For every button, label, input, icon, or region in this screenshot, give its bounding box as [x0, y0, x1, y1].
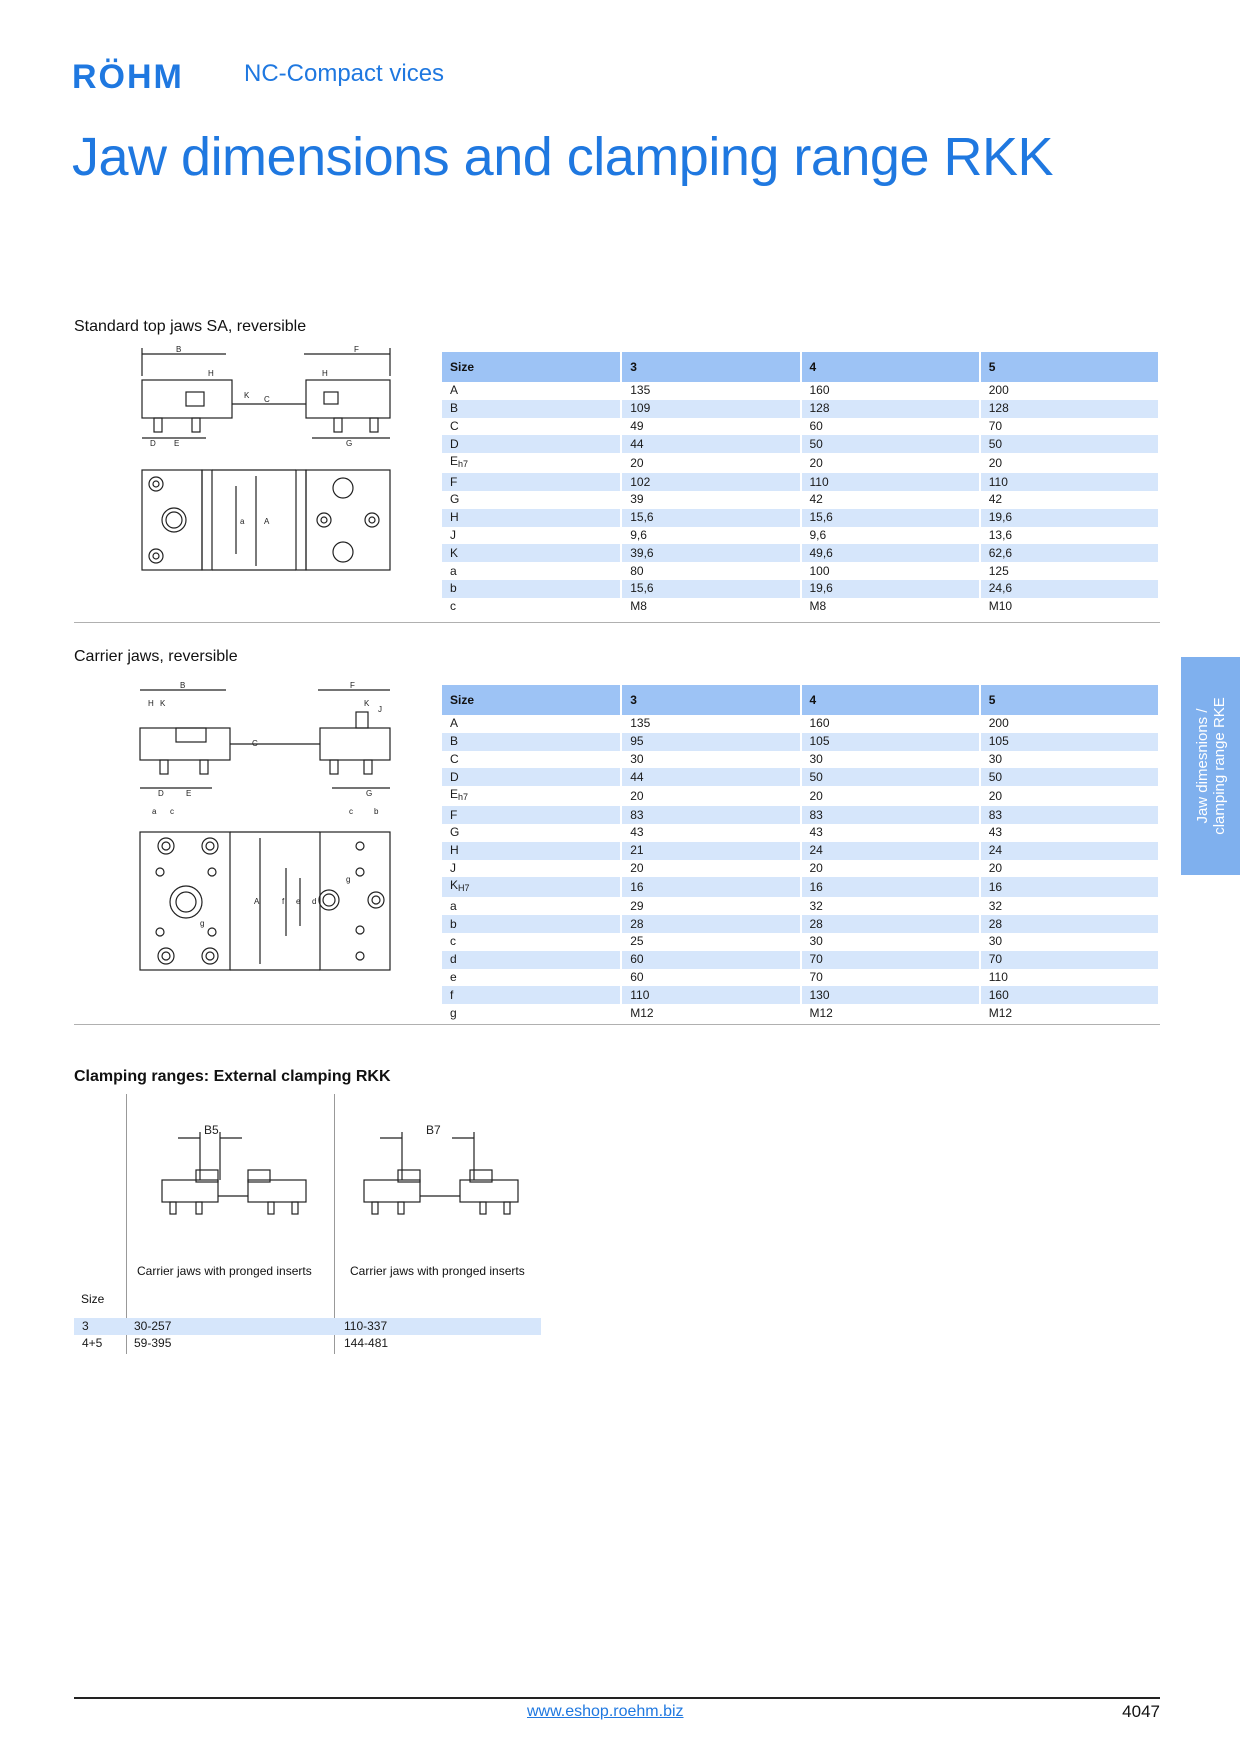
- eshop-link[interactable]: www.eshop.roehm.biz: [527, 1703, 684, 1720]
- side-tab-label: Jaw dimesnions / clamping range RKE: [1193, 697, 1228, 835]
- svg-text:e: e: [296, 897, 301, 906]
- table-cell: 49,6: [801, 544, 980, 562]
- table-cell: 16: [980, 877, 1159, 897]
- row-label: e: [442, 969, 621, 987]
- section-heading-carrier-jaws: Carrier jaws, reversible: [74, 648, 238, 665]
- table-row: [442, 715, 1159, 733]
- table-cell: 13,6: [980, 527, 1159, 545]
- b5-clamping-drawing: [156, 1124, 326, 1224]
- table-row: [442, 1004, 1159, 1022]
- column-divider: [334, 1094, 335, 1354]
- row-label: F: [442, 806, 621, 824]
- table-cell: 20: [980, 453, 1159, 473]
- table-cell: 105: [980, 733, 1159, 751]
- table-row: [442, 435, 1159, 453]
- svg-text:K: K: [364, 699, 370, 708]
- table-cell: M8: [621, 598, 800, 616]
- table-cell: 128: [801, 400, 980, 418]
- svg-text:a: a: [152, 807, 157, 816]
- row-label: c: [442, 598, 621, 616]
- table-cell: 70: [801, 951, 980, 969]
- table-cell: 42: [980, 491, 1159, 509]
- table-cell: 60: [621, 951, 800, 969]
- svg-text:B: B: [176, 346, 182, 354]
- row-label: f: [442, 986, 621, 1004]
- b7-clamping-drawing: [358, 1124, 538, 1224]
- table-cell: M8: [801, 598, 980, 616]
- row-label: A: [442, 715, 621, 733]
- clamping-range-block: [74, 1094, 544, 1354]
- table-cell: 109: [621, 400, 800, 418]
- page-number: 4047: [1122, 1702, 1160, 1721]
- table-cell: 19,6: [980, 509, 1159, 527]
- table-cell: 20: [621, 786, 800, 806]
- row-label: H: [442, 509, 621, 527]
- table-cell: 160: [801, 715, 980, 733]
- row-label: $E_{h7}$: [442, 453, 621, 473]
- table-cell: 30: [801, 933, 980, 951]
- table-cell: 43: [621, 824, 800, 842]
- table-cell: 130: [801, 986, 980, 1004]
- svg-text:b: b: [374, 807, 379, 816]
- table-row: [442, 951, 1159, 969]
- catalog-subtitle: NC-Compact vices: [244, 60, 445, 87]
- table-row: [442, 473, 1159, 491]
- table-cell: 110: [801, 473, 980, 491]
- table-row: [442, 544, 1159, 562]
- table-cell: 49: [621, 418, 800, 436]
- table-cell: 110: [980, 473, 1159, 491]
- table-row: [442, 453, 1159, 473]
- table-row: [442, 842, 1159, 860]
- svg-text:F: F: [354, 346, 359, 354]
- svg-text:f: f: [282, 897, 285, 906]
- table-header-row: [442, 352, 1159, 382]
- table-cell: 20: [801, 860, 980, 878]
- svg-text:F: F: [350, 682, 355, 690]
- table-cell: 70: [980, 951, 1159, 969]
- svg-text:A: A: [264, 517, 270, 526]
- table-cell: 20: [621, 453, 800, 473]
- table-cell: M12: [621, 1004, 800, 1022]
- table-cell: 30: [980, 933, 1159, 951]
- row-label: B: [442, 400, 621, 418]
- table-row: [442, 751, 1159, 769]
- svg-text:g: g: [346, 875, 351, 884]
- row-label: A: [442, 382, 621, 400]
- header-cell: 3: [621, 352, 800, 382]
- header-cell: 5: [980, 685, 1159, 715]
- table-cell: 200: [980, 382, 1159, 400]
- table-row: [442, 824, 1159, 842]
- table-row: [442, 877, 1159, 897]
- row-label: D: [442, 768, 621, 786]
- table-cell: 42: [801, 491, 980, 509]
- table-cell: 19,6: [801, 580, 980, 598]
- row-label: a: [442, 897, 621, 915]
- row-label: J: [442, 527, 621, 545]
- carrier-jaws-drawing: [136, 682, 396, 974]
- standard-jaws-drawing: [136, 346, 396, 574]
- table-cell: 70: [980, 418, 1159, 436]
- table-row: [442, 986, 1159, 1004]
- row-label: D: [442, 435, 621, 453]
- section-divider: [74, 1024, 1160, 1025]
- table-cell: 28: [801, 915, 980, 933]
- table-row: [442, 580, 1159, 598]
- table-cell: 9,6: [801, 527, 980, 545]
- row-label: $E_{h7}$: [442, 786, 621, 806]
- table-cell: 100: [801, 562, 980, 580]
- standard-jaws-table: [442, 352, 1160, 616]
- table-cell: 160: [801, 382, 980, 400]
- column-divider: [126, 1094, 127, 1354]
- table-row: [442, 418, 1159, 436]
- row-label: C: [442, 418, 621, 436]
- header-cell: 4: [801, 685, 980, 715]
- table-cell: 32: [801, 897, 980, 915]
- chapter-side-tab[interactable]: [1181, 657, 1240, 875]
- svg-text:C: C: [264, 395, 270, 404]
- table-row: 4+5 59-395 144-481: [82, 1336, 389, 1350]
- row-label: F: [442, 473, 621, 491]
- svg-text:H: H: [322, 369, 328, 378]
- table-cell: 15,6: [621, 580, 800, 598]
- table-cell: 21: [621, 842, 800, 860]
- svg-text:c: c: [349, 807, 353, 816]
- section-heading-clamping-ranges: Clamping ranges: External clamping RKK: [74, 1068, 391, 1085]
- row-label: c: [442, 933, 621, 951]
- carrier-jaws-table: [442, 685, 1160, 1022]
- table-cell: 70: [801, 969, 980, 987]
- svg-text:B: B: [180, 682, 186, 690]
- size-label: Size: [81, 1292, 105, 1306]
- svg-text:G: G: [346, 439, 353, 448]
- table-row: [442, 860, 1159, 878]
- table-cell: 43: [980, 824, 1159, 842]
- table-cell: 83: [801, 806, 980, 824]
- svg-text:d: d: [312, 897, 317, 906]
- svg-text:C: C: [252, 739, 258, 748]
- table-cell: 80: [621, 562, 800, 580]
- table-cell: 105: [801, 733, 980, 751]
- table-cell: M12: [801, 1004, 980, 1022]
- table-cell: 15,6: [621, 509, 800, 527]
- logo-text: RÖHM: [72, 58, 184, 94]
- table-row: [442, 969, 1159, 987]
- roehm-logo: [72, 58, 212, 94]
- svg-text:a: a: [240, 517, 245, 526]
- table-cell: 44: [621, 435, 800, 453]
- row-label: b: [442, 915, 621, 933]
- table-cell: 102: [621, 473, 800, 491]
- b5-caption: Carrier jaws with pronged inserts: [137, 1264, 312, 1278]
- table-cell: 200: [980, 715, 1159, 733]
- table-header-row: [442, 685, 1159, 715]
- table-row: [442, 509, 1159, 527]
- row-label: G: [442, 824, 621, 842]
- svg-text:H: H: [148, 699, 154, 708]
- b7-label: B7: [426, 1124, 441, 1137]
- b5-label: B5: [204, 1124, 219, 1137]
- table-row: [442, 527, 1159, 545]
- svg-text:K: K: [160, 699, 166, 708]
- table-cell: 50: [801, 435, 980, 453]
- table-cell: 43: [801, 824, 980, 842]
- table-cell: 135: [621, 715, 800, 733]
- table-cell: 30: [621, 751, 800, 769]
- table-row: [442, 806, 1159, 824]
- svg-text:c: c: [170, 807, 174, 816]
- table-row: [442, 491, 1159, 509]
- table-cell: 60: [621, 969, 800, 987]
- table-cell: 62,6: [980, 544, 1159, 562]
- table-row: [442, 562, 1159, 580]
- table-row: [442, 768, 1159, 786]
- table-cell: 125: [980, 562, 1159, 580]
- table-row: [442, 382, 1159, 400]
- table-row: 3 30-257 110-337: [74, 1318, 541, 1335]
- table-cell: 20: [980, 786, 1159, 806]
- footer-divider: [74, 1697, 1160, 1699]
- svg-text:D: D: [150, 439, 156, 448]
- svg-text:K: K: [244, 391, 250, 400]
- row-label: J: [442, 860, 621, 878]
- table-cell: 128: [980, 400, 1159, 418]
- table-cell: 20: [980, 860, 1159, 878]
- svg-text:J: J: [378, 705, 382, 714]
- table-cell: 83: [621, 806, 800, 824]
- table-cell: 20: [801, 453, 980, 473]
- svg-text:A: A: [254, 897, 260, 906]
- row-label: K: [442, 544, 621, 562]
- page-title: Jaw dimensions and clamping range RKK: [72, 127, 1054, 187]
- table-cell: M10: [980, 598, 1159, 616]
- table-cell: 15,6: [801, 509, 980, 527]
- table-row: [442, 786, 1159, 806]
- table-cell: 28: [980, 915, 1159, 933]
- table-cell: 39: [621, 491, 800, 509]
- row-label: a: [442, 562, 621, 580]
- table-cell: 32: [980, 897, 1159, 915]
- table-cell: M12: [980, 1004, 1159, 1022]
- header-cell: 5: [980, 352, 1159, 382]
- header-cell: 3: [621, 685, 800, 715]
- table-cell: 29: [621, 897, 800, 915]
- svg-text:G: G: [366, 789, 373, 798]
- table-row: [442, 733, 1159, 751]
- table-cell: 20: [621, 860, 800, 878]
- table-cell: 28: [621, 915, 800, 933]
- table-row: [442, 897, 1159, 915]
- table-cell: 83: [980, 806, 1159, 824]
- section-divider: [74, 622, 1160, 623]
- row-label: b: [442, 580, 621, 598]
- row-label: g: [442, 1004, 621, 1022]
- table-cell: 50: [980, 435, 1159, 453]
- table-cell: 24,6: [980, 580, 1159, 598]
- table-row: [442, 400, 1159, 418]
- table-row: [442, 598, 1159, 616]
- table-cell: 24: [980, 842, 1159, 860]
- header-cell: 4: [801, 352, 980, 382]
- svg-text:E: E: [174, 439, 180, 448]
- table-cell: 39,6: [621, 544, 800, 562]
- row-label: $K_{H7}$: [442, 877, 621, 897]
- table-cell: 50: [801, 768, 980, 786]
- table-cell: 110: [980, 969, 1159, 987]
- table-row: [442, 915, 1159, 933]
- svg-text:g: g: [200, 919, 205, 928]
- table-cell: 110: [621, 986, 800, 1004]
- svg-text:D: D: [158, 789, 164, 798]
- table-cell: 30: [980, 751, 1159, 769]
- table-cell: 160: [980, 986, 1159, 1004]
- table-cell: 16: [621, 877, 800, 897]
- table-cell: 44: [621, 768, 800, 786]
- header-cell: Size: [442, 685, 621, 715]
- table-cell: 20: [801, 786, 980, 806]
- table-cell: 16: [801, 877, 980, 897]
- row-label: C: [442, 751, 621, 769]
- table-cell: 25: [621, 933, 800, 951]
- table-cell: 95: [621, 733, 800, 751]
- row-label: B: [442, 733, 621, 751]
- table-cell: 9,6: [621, 527, 800, 545]
- b7-caption: Carrier jaws with pronged inserts: [350, 1264, 525, 1278]
- table-cell: 24: [801, 842, 980, 860]
- svg-text:E: E: [186, 789, 192, 798]
- table-row: [442, 933, 1159, 951]
- table-cell: 135: [621, 382, 800, 400]
- row-label: H: [442, 842, 621, 860]
- table-cell: 30: [801, 751, 980, 769]
- table-cell: 50: [980, 768, 1159, 786]
- table-cell: 60: [801, 418, 980, 436]
- svg-text:H: H: [208, 369, 214, 378]
- section-heading-standard-jaws: Standard top jaws SA, reversible: [74, 318, 307, 335]
- row-label: d: [442, 951, 621, 969]
- header-cell: Size: [442, 352, 621, 382]
- row-label: G: [442, 491, 621, 509]
